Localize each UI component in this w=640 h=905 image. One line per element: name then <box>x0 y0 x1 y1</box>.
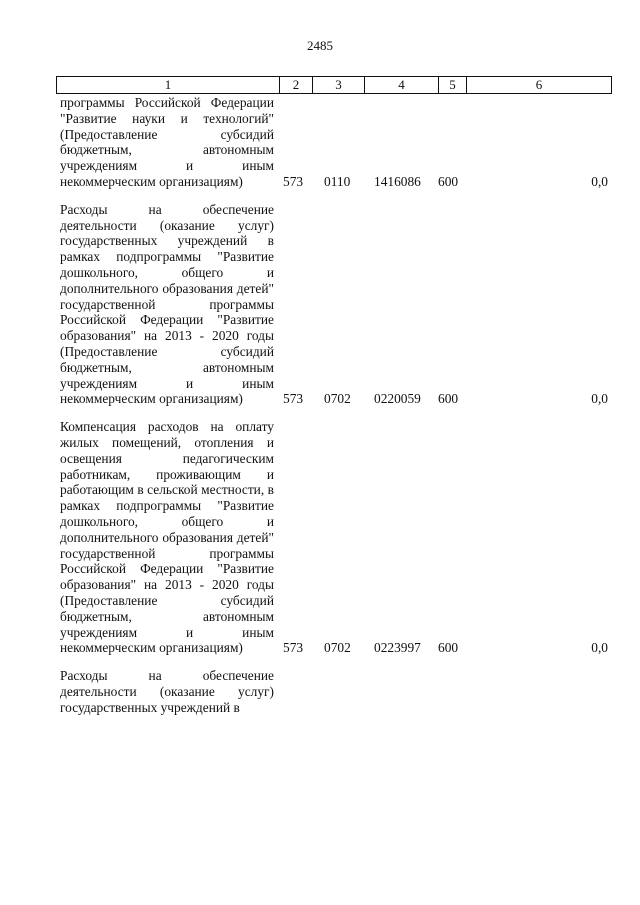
item-code: 1416086 <box>374 173 421 189</box>
chapter-code: 573 <box>283 173 304 189</box>
item-code: 0220059 <box>374 391 421 407</box>
expense-type-code: 600 <box>438 391 459 407</box>
chapter-code: 573 <box>283 640 304 656</box>
table-row <box>60 202 610 407</box>
table-row <box>60 668 610 715</box>
table-row <box>60 419 610 656</box>
chapter-code: 573 <box>283 391 304 407</box>
table-header <box>56 76 612 94</box>
header-col-2: 2 <box>279 77 312 93</box>
header-col-4: 4 <box>364 77 438 93</box>
expense-type-code: 600 <box>438 173 459 189</box>
row-codes <box>60 640 610 656</box>
header-col-1: 1 <box>164 77 172 92</box>
table-row <box>60 95 610 190</box>
table-body <box>60 95 610 727</box>
header-col-3: 3 <box>312 77 364 93</box>
page-number: 2485 <box>307 38 333 53</box>
row-description: Компенсация расходов на оплату жилых помещений, отопления и освещения педагогическим работникам, проживающим и работающим в сельской местности, в рамках подпрограммы "Развитие дошкольного, общего и дополнительного образования детей" государственной программы Российской Федерации "Развитие образования" на 2013 - 2020 годы (Предоставление субсидий бюджетным, автономным учреждениям и иным некоммерческим организациям) <box>60 419 274 656</box>
item-code: 0223997 <box>374 640 421 656</box>
row-description: программы Российской Федерации "Развитие науки и технологий" (Предоставление субсидий бюджетным, автономным учреждениям и иным некоммерческим организациям) <box>60 95 274 189</box>
section-code: 0702 <box>324 640 351 656</box>
row-codes <box>60 391 610 407</box>
amount: 0,0 <box>591 391 608 407</box>
amount: 0,0 <box>591 640 608 656</box>
header-col-5: 5 <box>438 77 466 93</box>
amount: 0,0 <box>591 173 608 189</box>
expense-type-code: 600 <box>438 640 459 656</box>
row-description: Расходы на обеспечение деятельности (оказание услуг) государственных учреждений в <box>60 668 274 715</box>
row-description: Расходы на обеспечение деятельности (оказание услуг) государственных учреждений в рамках подпрограммы "Развитие дошкольного, общего и дополнительного образования детей" государственной программы Российской Федерации "Развитие образования" на 2013 - 2020 годы (Предоставление субсидий бюджетным, автономным учреждениям и иным некоммерческим организациям) <box>60 201 274 407</box>
row-codes <box>60 174 610 190</box>
section-code: 0702 <box>324 391 351 407</box>
section-code: 0110 <box>324 173 351 189</box>
header-col-6: 6 <box>466 77 611 93</box>
